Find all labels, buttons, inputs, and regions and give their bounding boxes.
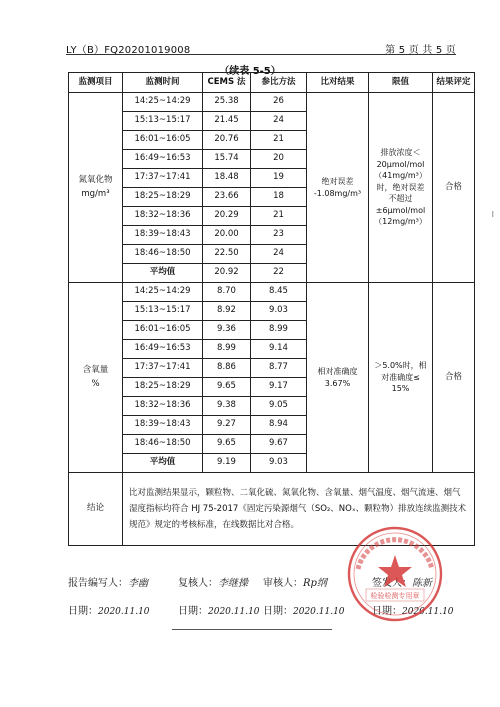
date-writer <box>68 602 150 617</box>
limit-line: 排放浓度＜ <box>380 147 421 157</box>
col-header-cems: CEMS 法 <box>203 73 251 93</box>
time-cell: 18:39~18:43 <box>123 416 203 435</box>
item-cell <box>69 283 123 473</box>
ref-cell: 21 <box>251 131 307 150</box>
ref-cell: 9.03 <box>251 302 307 321</box>
date-value-3: 2020.11.10 <box>293 607 345 617</box>
date-label-4: 日期： <box>372 606 402 617</box>
writer-label: 报告编写人： <box>68 578 128 589</box>
time-cell: 18:25~18:29 <box>123 378 203 397</box>
col-header-item: 监测项目 <box>69 73 123 93</box>
auditor-signature: Rp纲 <box>303 578 327 589</box>
ref-cell: 8.77 <box>251 359 307 378</box>
table-row <box>69 283 475 302</box>
compare-result <box>307 283 369 473</box>
ref-cell: 24 <box>251 245 307 264</box>
ref-cell: 21 <box>251 207 307 226</box>
time-cell: 18:32~18:36 <box>123 397 203 416</box>
cems-cell: 20.76 <box>203 131 251 150</box>
official-seal <box>344 523 446 625</box>
cems-cell: 8.92 <box>203 302 251 321</box>
average-cems: 9.19 <box>203 454 251 473</box>
date-auditor <box>263 602 345 617</box>
ref-cell: 9.17 <box>251 378 307 397</box>
table-header-row <box>69 73 475 93</box>
limit-line: 20μmol/mol <box>376 159 425 169</box>
cems-cell: 9.38 <box>203 397 251 416</box>
cems-cell: 22.50 <box>203 245 251 264</box>
seal-text: 检验检测专用章 <box>370 592 420 600</box>
time-cell: 18:39~18:43 <box>123 226 203 245</box>
footer-line <box>172 629 332 630</box>
compare-line: 相对准确度 <box>317 366 358 376</box>
limit-line: ±6μmol/mol <box>375 205 426 215</box>
ref-cell: 9.14 <box>251 340 307 359</box>
ref-cell: 18 <box>251 188 307 207</box>
cems-cell: 9.27 <box>203 416 251 435</box>
reviewer-label: 复核人： <box>178 578 218 589</box>
cems-cell: 21.45 <box>203 112 251 131</box>
cems-cell: 8.70 <box>203 283 251 302</box>
average-label: 平均值 <box>123 264 203 283</box>
limit-line: （12mg/m³） <box>374 217 427 227</box>
item-name: 含氧量 <box>82 364 109 375</box>
page-info: 第 5 页 共 5 页 <box>385 45 456 56</box>
ref-cell: 9.05 <box>251 397 307 416</box>
ref-cell: 20 <box>251 150 307 169</box>
conclusion-label: 结论 <box>69 473 123 546</box>
cems-cell: 8.86 <box>203 359 251 378</box>
date-reviewer <box>178 602 260 617</box>
ref-cell: 23 <box>251 226 307 245</box>
time-cell: 17:37~17:41 <box>123 169 203 188</box>
verdict: 合格 <box>433 93 475 283</box>
item-unit: mg/m³ <box>81 188 110 199</box>
date-label-2: 日期： <box>178 606 208 617</box>
average-ref: 22 <box>251 264 307 283</box>
limit-value <box>369 93 433 283</box>
time-cell: 16:49~16:53 <box>123 150 203 169</box>
item-cell <box>69 93 123 283</box>
limit-line: （41mg/m³） <box>374 171 427 181</box>
date-value-2: 2020.11.10 <box>208 607 260 617</box>
date-value-1: 2020.11.10 <box>98 607 150 617</box>
compare-line: 3.67% <box>324 378 351 388</box>
compare-line: 绝对误差 <box>321 176 354 186</box>
table-title: （续表 5-5） <box>219 66 281 77</box>
time-cell: 16:01~16:05 <box>123 321 203 340</box>
time-cell: 15:13~15:17 <box>123 302 203 321</box>
cems-cell: 23.66 <box>203 188 251 207</box>
time-cell: 17:37~17:41 <box>123 359 203 378</box>
time-cell: 16:01~16:05 <box>123 131 203 150</box>
issuer-label: 签发人： <box>372 578 412 589</box>
limit-value <box>369 283 433 473</box>
ref-cell: 9.67 <box>251 435 307 454</box>
cems-cell: 18.48 <box>203 169 251 188</box>
item-name: 氮氧化物 <box>78 174 113 185</box>
cems-cell: 9.36 <box>203 321 251 340</box>
comparison-table <box>68 72 475 546</box>
ref-cell: 24 <box>251 112 307 131</box>
ref-cell: 8.45 <box>251 283 307 302</box>
time-cell: 14:25~14:29 <box>123 93 203 112</box>
time-cell: 15:13~15:17 <box>123 112 203 131</box>
compare-result <box>307 93 369 283</box>
cems-cell: 20.29 <box>203 207 251 226</box>
average-ref: 9.03 <box>251 454 307 473</box>
header-divider <box>66 54 456 55</box>
issuer-signature: 陈新 <box>412 578 432 589</box>
cems-cell: 15.74 <box>203 150 251 169</box>
reviewer-signature: 李继操 <box>218 578 248 589</box>
col-header-compare: 比对结果 <box>307 73 369 93</box>
verdict: 合格 <box>433 283 475 473</box>
ref-cell: 8.99 <box>251 321 307 340</box>
col-header-limit: 限值 <box>369 73 433 93</box>
conclusion-text: 比对监测结果显示，颗粒物、二氧化硫、氮氧化物、含氧量、烟气温度、烟气流速、烟气湿度指标均符合 HJ 75-2017《固定污染源烟气（SO₂、NOₓ、颗粒物）排放连续监测技术规范》规定的考核标准，在线数据比对合格。 <box>123 473 475 546</box>
limit-line: 15% <box>391 384 410 394</box>
ref-cell: 8.94 <box>251 416 307 435</box>
cems-cell: 25.38 <box>203 93 251 112</box>
ref-cell: 19 <box>251 169 307 188</box>
ref-cell: 26 <box>251 93 307 112</box>
col-header-verdict: 结果评定 <box>433 73 475 93</box>
cems-cell: 20.00 <box>203 226 251 245</box>
auditor <box>263 574 327 589</box>
time-cell: 18:25~18:29 <box>123 188 203 207</box>
average-cems: 20.92 <box>203 264 251 283</box>
table-row <box>69 93 475 112</box>
time-cell: 18:46~18:50 <box>123 245 203 264</box>
date-label-3: 日期： <box>263 606 293 617</box>
limit-line: 对准确度≤ <box>381 372 420 382</box>
limit-line: ＞5.0%时，相 <box>374 361 427 371</box>
limit-line: 不超过 <box>388 194 413 204</box>
time-cell: 18:32~18:36 <box>123 207 203 226</box>
auditor-label: 审核人： <box>263 578 303 589</box>
writer-signature: 李幽 <box>128 578 148 589</box>
date-value-4: 2020.11.10 <box>402 607 454 617</box>
date-label-1: 日期： <box>68 606 98 617</box>
compare-line: -1.08mg/m³ <box>313 188 362 198</box>
report-writer <box>68 574 148 589</box>
col-header-time: 监测时间 <box>123 73 203 93</box>
time-cell: 16:49~16:53 <box>123 340 203 359</box>
limit-line: 时，绝对误差 <box>376 182 425 192</box>
reviewer <box>178 574 248 589</box>
time-cell: 18:46~18:50 <box>123 435 203 454</box>
average-label: 平均值 <box>123 454 203 473</box>
margin-mark: I <box>491 210 494 219</box>
col-header-ref: 参比方法 <box>251 73 307 93</box>
cems-cell: 9.65 <box>203 378 251 397</box>
cems-cell: 8.99 <box>203 340 251 359</box>
item-unit: % <box>91 378 100 389</box>
cems-cell: 9.65 <box>203 435 251 454</box>
report-number: LY（B）FQ20201019008 <box>66 45 191 56</box>
time-cell: 14:25~14:29 <box>123 283 203 302</box>
